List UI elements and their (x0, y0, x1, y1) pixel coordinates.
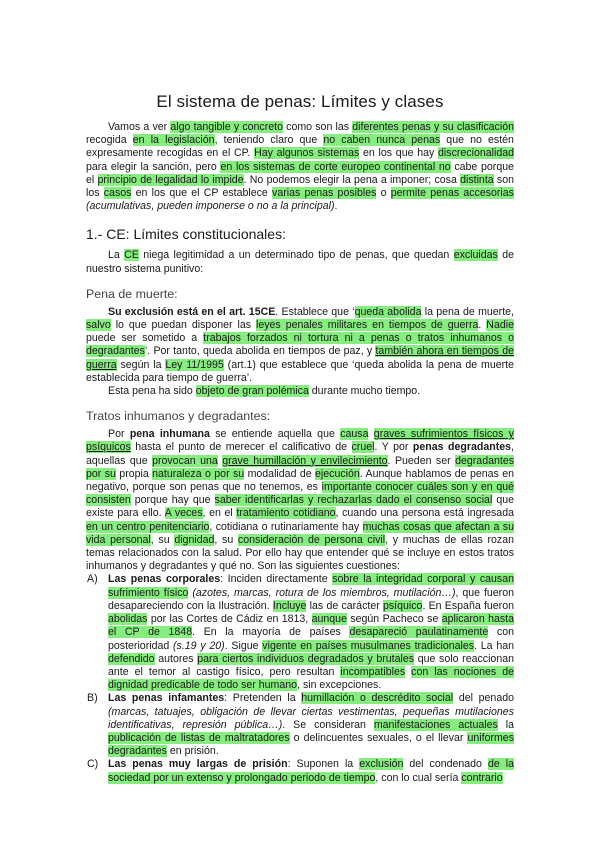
subheading-inhuman-treatment: Tratos inhumanos y degradantes: (86, 409, 271, 424)
list-item-infamous-penalties: B) Las penas infamantes: Pretenden la humillación o descrédito social del penado (marcas, tatuajes, obligación de llevar ciertas vestimentas, pequeñas mutilaciones identificativas, represión pública…). Se consideran manifestaciones actuales la publicación de listas de maltratadores o delincuentes sexuales, o el llevar uniformes degradantes en prisión. (87, 692, 514, 758)
cases-list (86, 573, 514, 784)
section1-paragraph: La CE niega legitimidad a un determinado tipo de penas, que quedan excluidas de nuestro sistema punitivo: (86, 249, 515, 275)
section-heading-ce-limits: 1.- CE: Límites constitucionales: (86, 226, 286, 243)
document-title: El sistema de penas: Límites y clases (156, 92, 444, 111)
inhuman-paragraph: Por pena inhumana se entiende aquella que causa graves sufrimientos físicos y psíquicos hasta el punto de merecer el calificativo de cruel. Y por penas degradantes, aquellas que provocan una grave humillación y envilecimiento. Pueden ser degradantes por su propia naturaleza o por su modalidad de ejecución. Aunque hablamos de penas en negativo, porque son penas que no tenemos, es importante conocer cuáles son y en qué consisten porque hay que saber identificarlas y rechazarlas dado el consenso social que existe para ello. A veces, en el tratamiento cotidiano, cuando una persona está ingresada en un centro penitenciario, cotidiana o rutinariamente hay muchas cosas que afectan a su vida personal, su dignidad, su consideración de persona civil, y muchas de ellas rozan temas relacionados con la salud. Por ello hay que entender qué se incluye en estos tratos inhumanos y degradantes y qué no. Son las siguientes cuestiones: (86, 428, 515, 573)
list-item-corporal-penalties: A) Las penas corporales: Inciden directamente sobre la integridad corporal y causan sufrimiento físico (azotes, marcas, rotura de los miembros, mutilación…), que fueron desapareciendo con la Ilustración. Incluye las de carácter psíquico. En España fueron abolidas por las Cortes de Cádiz en 1813, aunque según Pacheco se aplicaron hasta el CP de 1848. En la mayoría de países desapareció paulatinamente con posterioridad (s.19 y 20). Sigue vigente en países musulmanes tradicionales. La han defendido autores para ciertos individuos degradados y brutales que solo reaccionan ante el temor al castigo físico, pero resultan incompatibles con las nociones de dignidad predicable de todo ser humano, sin excepciones. (87, 573, 515, 692)
list-item-long-prison-penalties: C) Las penas muy largas de prisión: Suponen la exclusión del condenado de la sociedad por un extenso y prolongado periodo de tiempo, con lo cual sería contrario (87, 758, 515, 784)
subheading-death-penalty: Pena de muerte: (86, 286, 178, 301)
intro-paragraph: Vamos a ver algo tangible y concreto como son las diferentes penas y su clasificación recogida en la legislación, teniendo claro que no caben nunca penas que no estén expresamente recogidas en el CP. Hay algunos sistemas en los que hay discrecionalidad para elegir la sanción, pero en los sistemas de corte europeo continental no cabe porque el principio de legalidad lo impide. No podemos elegir la pena a imponer; cosa distinta son los casos en los que el CP establece varias penas posibles o permite penas accesorias (acumulativas, pueden imponerse o no a la principal). (86, 121, 514, 213)
death-penalty-paragraph: Su exclusión está en el art. 15CE. Establece que ‘queda abolida la pena de muerte, salvo lo que puedan disponer las leyes penales militares en tiempos de guerra. Nadie puede ser sometido a trabajos forzados ni tortura ni a penas o tratos inhumanos o degradantes’. Por tanto, queda abolida en tiempos de paz, y también ahora en tiempos de guerra según la Ley 11/1995 (art.1) que establece que ‘queda abolida la pena de muerte establecida para tiempo de guerra’. (86, 305, 515, 384)
death-penalty-paragraph-2: Esta pena ha sido objeto de gran polémica durante mucho tiempo. (108, 385, 421, 398)
